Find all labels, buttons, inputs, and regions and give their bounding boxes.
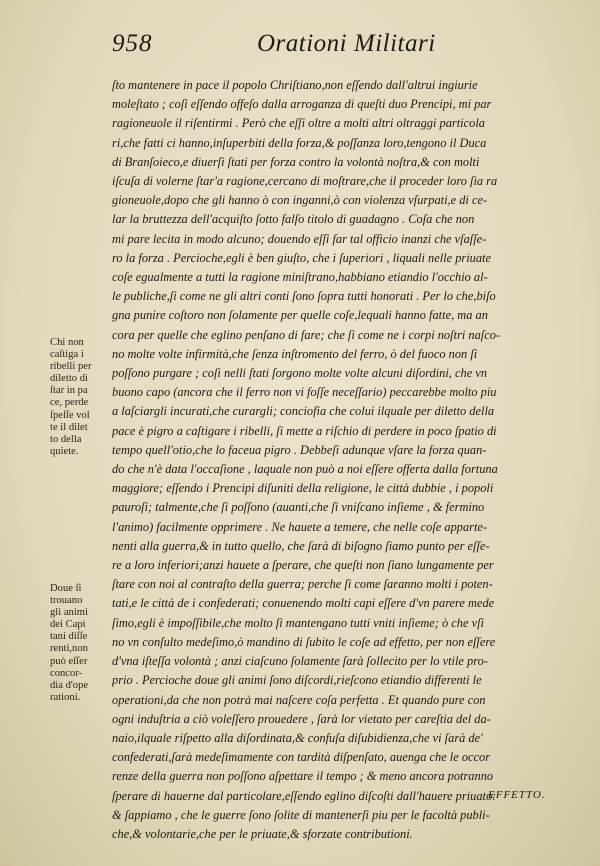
text-line: coſe egualmente a tutti la ragione miniſtrano,habbiano etiandio l'occhio al- [112,270,488,285]
text-line: ogni induſtria a ciò voleſſero prouedere , ſarà lor vietato per careſtia del da- [112,711,491,726]
margin-note-line: dia d'ope [50,679,89,691]
text-line: confederati,ſarà medeſimamente con tardità diſpenſato, auenga che le occor [112,750,491,765]
text-line: operationi,da che non potrà mai naſcere coſa perfetta . Et quando pure con [112,692,486,707]
text-line: re a loro inferiori;anzi hauete a ſperare, che queſti non ſiano lungamente per [112,558,494,573]
text-line: ſimo,egli è impoſſibile,che molto ſi mantengano tutti vniti inſieme; ò che vſi [112,615,484,630]
margin-note-line: ce, perde [50,397,89,409]
text-line: buono capo (ancora che il ferro non vi foſſe neceſſario) peccarebbe molto piu [112,385,497,400]
margin-note-line: trouano [50,595,83,607]
text-line: & ſappiamo , che le guerre ſono ſolite di mantenerſi piu per le facoltà publi- [112,807,490,822]
page-number: 958 [112,30,153,57]
margin-note-line: può eſſer [50,655,88,667]
text-line: ragioneuole il riſentirmi . Però che eſſi oltre a molti altri oltraggi particola [112,116,485,131]
text-line: iſcuſa di volerne ſtar'a ragione,cercano di moſtrare,che il proceder loro ſia ra [112,174,498,189]
text-line: renze della guerra non poſſono aſpettare il tempo ; & meno ancora potranno [112,769,494,784]
text-line: nenti alla guerra,& in tutto quello, che ſarà di biſogno ſiamo punto per eſſe- [112,538,490,553]
margin-note-line: caſtiga i [50,349,84,361]
text-line: tati,e le città de i confederati; conuenendo molti capi eſſere d'vn parere mede [112,596,495,611]
margin-note-line: rationi. [50,691,81,703]
margin-note-1 [50,337,110,458]
text-line: no molte volte infirmità,che ſenza inſtromento del ferro, ò del fuoco non ſi [112,346,478,361]
text-line: maggiore; eſſendo i Prencipi diſuniti della religione, le città dubbie , i popoli [112,481,494,496]
text-line: tempo quell'otio,che lo faceua pigro . Debbeſi adunque vſare la forza quan- [112,442,487,457]
text-line: do che n'è data l'occaſione , laquale non può a noi eſſere offerta dalla fortuna [112,462,498,477]
margin-note-line: ſtar in pa [50,385,88,397]
margin-note-line: diletto di [50,373,88,385]
text-line: l'animo) facilmente opprimere . Ne hauete a temere, che nelle coſe apparte- [112,519,488,534]
text-line: ro la forza . Percioche,egli è ben giuſto, che i ſuperiori , liquali nelle priuate [112,250,491,265]
text-line: moleſtato ; coſi eſſendo offeſo dalla arroganza di queſti duo Prencipi, mi par [112,97,492,112]
margin-note-line: to della [50,433,82,445]
text-line: ſperare di hauerne dal particolare,eſſendo eglino diſcoſti dall'hauere priuato: [112,788,497,803]
text-line: prio . Percioche doue gli animi ſono diſcordi,rieſcono etiandio differenti le [112,673,482,688]
text-line: pauroſi; talmente,che ſi poſſono (auanti,che ſi vniſcano inſieme , & fermino [112,500,485,515]
margin-note-line: Chi non [50,337,84,348]
margin-note-line: dei Capi [50,619,86,631]
margin-note-line: te il dilet [50,421,88,433]
margin-note-line: gli animi [50,607,88,619]
text-line: naio,ilquale riſpetto alla diſordinata,& confuſa diſubidienza,che vi ſarà de' [112,730,483,745]
margin-note-line: concor- [50,667,83,679]
text-line: mi pare lecita in modo alcuno; douendo eſſi far tal officio inanzi che vſaſſe- [112,231,487,246]
text-line: di Branſoieco,e diuerſi ſtati per forza contro la volontà noſtra,& con molti [112,154,480,169]
margin-note-line: Doue ſi [50,583,82,594]
text-line: che,& volontarie,che per le priuate,& sforzate contributioni. [112,826,413,841]
margin-note-2 [50,583,110,704]
text-line: ſtare con noi al contraſto della guerra; perche ſi come ſaranno molti i poten- [112,577,493,592]
text-line: ſto mantenere in pace il popolo Chriſtiano,non eſſendo dall'altrui ingiurie [112,78,478,92]
text-line: pace è pigro a caſtigare i ribelli, ſi mette a riſchio di perdere in poco ſpatio di [112,423,497,438]
running-title: Orationi Militari [257,30,436,57]
text-line: lar la bruttezza dell'acquiſto ſotto falſo titolo di guadagno . Coſa che non [112,212,475,227]
page-header [112,30,560,64]
text-line: d'vna iſteſſa volontà ; anzi ciaſcuno ſolamente ſarà ſollecito per lo vtile pro- [112,654,488,669]
catchword: EFFETTO. [488,789,546,801]
text-line: ri,che fatti ci hanno,inſuperbiti della forza,& poſſanza loro,tengono il Duca [112,135,487,150]
margin-note-line: quiete. [50,445,79,457]
text-line: a laſciargli incurati,che curargli; conciofia che colui ilquale per diletto della [112,404,495,419]
text-line: poſſono purgare ; coſi nelli ſtati ſorgono molte volte alcuni diſordini, che vn [112,366,487,381]
margin-note-line: ribelli per [50,361,92,373]
text-line: le publiche,ſi come ne gli altri conti ſono ſopra tutti honorati . Per lo che,biſo [112,289,496,304]
text-line: cora per quelle che eglino penſano di fare; che ſi come ne i corpi noſtri naſco- [112,327,501,342]
margin-note-line: renti,non [50,643,88,655]
text-line: gna punire coſtoro non ſolamente per quelle coſe,lequali hanno fatte, ma an [112,308,488,323]
text-line: gioneuole,dopo che gli hanno ò con inganni,ò con violenza vſurpati,e di ce- [112,193,488,208]
margin-note-line: ſpeſſe vol [50,409,90,421]
margin-note-line: tani diſſe [50,631,88,643]
text-line: no vn conſulto medeſimo,ò mandino di ſubito le coſe ad effetto, per non eſſere [112,634,496,649]
main-text-block [112,76,558,844]
